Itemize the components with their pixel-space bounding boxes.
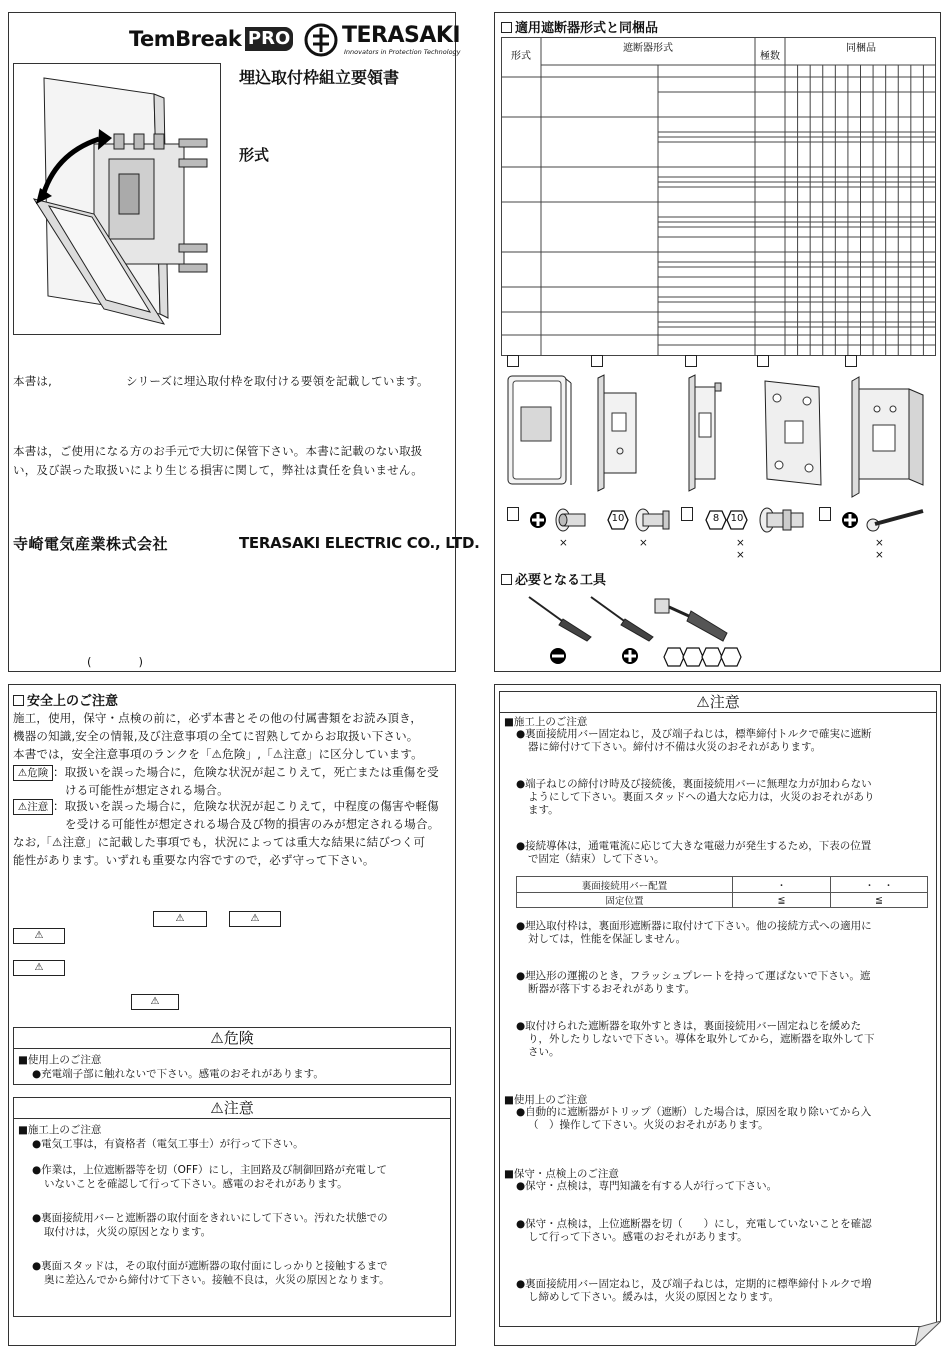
applicable-title-text: 適用遮断器形式と同梱品 [515, 21, 659, 36]
blank-tag-5: ⚠ [131, 994, 179, 1010]
danger-box-item: ●充電端子部に触れないで下さい。感電のおそれがあります。 [32, 1068, 324, 1080]
intro-line-2b: い，及び誤った取扱いにより生じる損害に関して，弊社は責任を負いません。 [13, 463, 423, 477]
frame-assembly-icon [847, 373, 932, 503]
folded-corner-icon [915, 1321, 941, 1346]
fixing-table [516, 876, 928, 908]
long-screw-icon [865, 507, 927, 533]
table-panel [494, 12, 941, 672]
bolt-nut-icon [633, 507, 673, 533]
blank-tag-3: ⚠ [13, 928, 65, 944]
cover-panel [8, 12, 480, 672]
intro-line-2a: 本書は，ご使用になる方のお手元で大切に保管下さい。本書に記載のない取扱 [13, 444, 423, 458]
flat-screwdriver-icon [525, 593, 595, 643]
cover-paren: ( ) [87, 655, 144, 669]
hex-8-label: 8 [712, 513, 720, 524]
breaker-table [501, 37, 936, 357]
cr-r1a: ●裏面接続用バー固定ねじ，及び端子ねじは，標準締付トルクで確実に遮断 [516, 728, 872, 740]
danger-desc-2: ける可能性が想定される場合。 [65, 783, 229, 797]
cr-r4b: 対しては，性能を保証しません。 [528, 933, 687, 945]
cr-m2b: して行って下さい。感電のおそれがあります。 [528, 1231, 748, 1243]
cr-r2c: ます。 [528, 804, 559, 816]
safety-p1-l1: 施工，使用，保守・点検の前に，必ず本書とその他の付属書類をお読み頂き， [13, 711, 423, 725]
maker-tagline: Innovators in Protection Technology [344, 48, 461, 56]
model-label: 形式 [239, 146, 270, 164]
caution-box-head: ⚠注意 [14, 1098, 450, 1119]
qty-x-5: × [875, 537, 884, 549]
mounting-plate-icon [757, 373, 832, 493]
safety-p2: 本書では，安全注意事項のランクを「⚠危険」,「⚠注意」に区分しています。 [13, 747, 423, 761]
cr-r3a: ●接続導体は，通電電流に応じて大きな電磁力が発生するため，下表の位置 [516, 840, 872, 852]
doc-title: 埋込取付枠組立要領書 [239, 68, 400, 87]
caution-item-4b: 奥に差込んでから締付けて下さい。接触不良は，火災の原因となります。 [44, 1274, 390, 1286]
danger-box-head: ⚠危険 [14, 1028, 450, 1049]
cr-r6a: ●取付けられた遮断器を取外すときは，裏面接続用バー固定ねじを緩めた [516, 1020, 862, 1032]
caution-item-3b: 取付けは，火災の原因となります。 [44, 1226, 212, 1238]
cr-r3b: で固定（結束）して下さい。 [528, 853, 665, 865]
checkbox-icon [501, 574, 512, 585]
safety-panel [8, 684, 456, 1346]
cr-m3a: ●裏面接続用バー固定ねじ，及び端子ねじは，定期的に標準締付トルクで増 [516, 1278, 872, 1290]
hex-size-4-icon [720, 647, 742, 667]
checkbox-icon [501, 22, 512, 33]
cr-cat2: ■使用上のご注意 [504, 1094, 588, 1106]
company-en: TERASAKI ELECTRIC CO., LTD. [239, 534, 480, 552]
cr-r6b: り，外したりしないで下さい。導体を取外してから，遮断器を取外して下 [528, 1033, 875, 1045]
safety-title-text: 安全上のご注意 [27, 694, 119, 709]
cr-m2a: ●保守・点検は，上位遮断器を切（ ）にし，充電していないことを確認 [516, 1218, 872, 1230]
col-poles-header: 極数 [760, 51, 780, 62]
cr-r5b: 断器が落下するおそれがあります。 [528, 983, 696, 995]
fixing-row1-c1: ・ [733, 877, 831, 893]
qty-x-3: × [736, 537, 745, 549]
caution-right-box [499, 691, 937, 1327]
caution-item-2a: ●作業は，上位遮断器等を切（OFF）にし，主回路及び制御回路が充電して [32, 1164, 388, 1176]
part-a-checkbox [507, 355, 519, 367]
cr-r6c: さい。 [528, 1046, 560, 1058]
intro-line-1b: シリーズに埋込取付枠を取付ける要領を記載しています。 [126, 374, 429, 388]
company-jp: 寺崎電気産業株式会社 [13, 535, 169, 553]
checkbox-icon [13, 695, 24, 706]
caution-box [13, 1097, 451, 1317]
caution-right-panel [494, 684, 941, 1346]
cr-r5a: ●埋込形の運搬のとき，フラッシュプレートを持って運ばないで下さい。遮 [516, 970, 871, 982]
col-included-header: 同梱品 [846, 43, 876, 54]
tools-title-text: 必要となる工具 [515, 573, 607, 588]
brand-pro: PRO [245, 27, 293, 51]
col-model-header: 形式 [511, 51, 531, 62]
cr-r1b: 器に締付けて下さい。締付け不備は火災のおそれがあります。 [528, 741, 822, 753]
qty-x-2: × [639, 537, 648, 549]
maker-mark-icon [304, 23, 338, 57]
screw-washer-icon [553, 507, 593, 533]
col-breaker-header: 遮断器形式 [623, 43, 673, 54]
danger-box-cat: ■使用上のご注意 [18, 1054, 102, 1066]
phillips-screwdriver-icon [587, 593, 657, 643]
cr-m3b: し締めして下さい。緩みは，火災の原因となります。 [528, 1291, 780, 1303]
flush-frame-illustration [14, 64, 220, 334]
flush-plate-icon [505, 373, 575, 488]
cr-r2a: ●端子ねじの締付け時及び接続後，裏面接続用バーに無理な力が加わらない [516, 778, 872, 790]
blank-tag-2: ⚠ [229, 911, 281, 927]
hex-10b-icon [726, 510, 748, 530]
qty-x-6: × [875, 549, 884, 561]
danger-box [13, 1027, 451, 1085]
cr-u1a: ●自動的に遮断器がトリップ（遮断）した場合は，原因を取り除いてから入 [516, 1106, 872, 1118]
caution-box-cat: ■施工上のご注意 [18, 1124, 102, 1136]
part-h-checkbox [819, 507, 831, 521]
flat-mark-icon [549, 647, 567, 665]
caution-item-1: ●電気工事は，有資格者（電気工事士）が行って下さい。 [32, 1138, 304, 1150]
safety-note-2: 能性があります。いずれも重要な内容ですので，必ず守って下さい。 [13, 853, 375, 867]
fixing-row2-c2: ≦ [831, 893, 928, 908]
phillips-mark-icon [529, 511, 547, 529]
part-g-checkbox [681, 507, 693, 521]
caution-desc-2: を受ける可能性が想定される場合及び物的損害のみが想定される場合。 [65, 817, 440, 831]
blank-tag-4: ⚠ [13, 960, 65, 976]
fixing-row1-label: 裏面接続用バー配置 [517, 877, 733, 893]
danger-desc-1: ：取扱いを誤った場合に，危険な状況が起こりえて，死亡または重傷を受 [53, 765, 439, 779]
hex-10b-label: 10 [730, 513, 744, 524]
cr-m1: ●保守・点検は，専門知識を有する人が行って下さい。 [516, 1180, 778, 1192]
part-f-checkbox [507, 507, 519, 521]
safety-p1-l2: 機器の知識,安全の情報,及び注意事項の全てに習熟してからお取扱い下さい。 [13, 729, 419, 743]
cr-r4a: ●埋込取付枠は，裏面形遮断器に取付けて下さい。他の接続方式への適用に [516, 920, 872, 932]
product-illustration [13, 63, 221, 335]
caution-item-2b: いないことを確認して行って下さい。感電のおそれがあります。 [44, 1178, 348, 1190]
part-c-checkbox [685, 355, 697, 367]
part-b-checkbox [591, 355, 603, 367]
hex-10-label: 10 [611, 513, 625, 524]
caution-item-4a: ●裏面スタッドは，その取付面が遮断器の取付面にしっかりと接触するまで [32, 1260, 388, 1272]
maker-name: TERASAKI [342, 23, 461, 48]
caution-tag: ⚠注意 [13, 799, 53, 815]
blank-tag-1: ⚠ [153, 911, 207, 927]
hex-10-icon [607, 510, 629, 530]
part-d-checkbox [757, 355, 769, 367]
applicable-title [501, 17, 658, 36]
caution-right-head: ⚠注意 [500, 692, 936, 713]
socket-wrench-icon [651, 589, 731, 645]
bracket-right-icon [681, 373, 726, 493]
hex-sizes-row [663, 647, 743, 667]
phillips-mark-3-icon [621, 647, 639, 665]
maker-logo [304, 21, 461, 61]
danger-tag: ⚠危険 [13, 765, 53, 781]
fixing-row2-label: 固定位置 [517, 893, 733, 908]
stud-bolt-icon [757, 505, 812, 535]
hex-8-icon [705, 510, 727, 530]
caution-desc-1: ：取扱いを誤った場合に，危険な状況が起こりえて，中程度の傷害や軽傷 [53, 799, 439, 813]
cr-u1b: （ ）操作して下さい。火災のおそれがあります。 [528, 1119, 769, 1131]
phillips-mark-2-icon [841, 511, 859, 529]
qty-x-1: × [559, 537, 568, 549]
safety-note-1: なお,「⚠注意」に記載した事項でも，状況によっては重大な結果に結びつく可 [13, 835, 426, 849]
cr-cat3: ■保守・点検上のご注意 [504, 1168, 619, 1180]
qty-x-4: × [736, 549, 745, 561]
cr-cat1: ■施工上のご注意 [504, 716, 588, 728]
fixing-row2-c1: ≦ [733, 893, 831, 908]
part-e-checkbox [845, 355, 857, 367]
intro-line-1a: 本書は, [13, 374, 52, 388]
brand-name: TemBreak [129, 27, 242, 51]
safety-title [13, 690, 118, 709]
bracket-left-icon [590, 373, 645, 493]
tools-title [501, 569, 606, 588]
caution-item-3a: ●裏面接続用バーと遮断器の取付面をきれいにして下さい。汚れた状態での [32, 1212, 388, 1224]
brand-logo [129, 27, 293, 53]
fixing-row1-c2: ・ ・ [831, 877, 928, 893]
cr-r2b: ようにして下さい。裏面スタッドへの過大な応力は，火災のおそれがあり [528, 791, 875, 803]
